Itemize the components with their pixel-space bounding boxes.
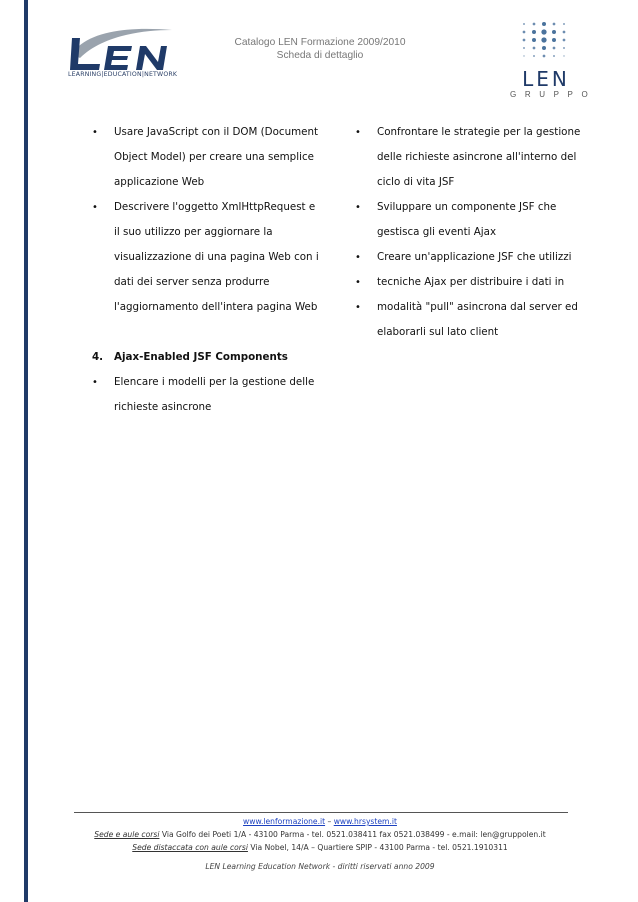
len-gruppo-logo bbox=[506, 18, 586, 100]
footer-separator: – bbox=[325, 817, 334, 826]
line-text: l'aggiornamento dell'intera pagina Web bbox=[114, 301, 318, 313]
logo-dot bbox=[533, 55, 535, 57]
logo-dot bbox=[563, 55, 564, 56]
line-text: visualizzazione di una pagina Web con i bbox=[114, 251, 319, 263]
left_column-line bbox=[92, 120, 322, 145]
logo-tagline: LEARNING|EDUCATION|NETWORK bbox=[68, 71, 178, 78]
left_column-line bbox=[92, 195, 322, 220]
line-text: Object Model) per creare una semplice bbox=[114, 151, 314, 163]
line-text: Usare JavaScript con il DOM (Document bbox=[114, 126, 319, 138]
footer-sede-text: Via Golfo dei Poeti 1/A - 43100 Parma - tel. 0521.038411 fax 0521.038499 - e.mail: len@gruppolen.it bbox=[159, 830, 546, 839]
footer-distaccata-text: Via Nobel, 14/A – Quartiere SPIP - 43100 Parma - tel. 0521.1910311 bbox=[247, 843, 508, 852]
footer-distaccata-label: Sede distaccata con aule corsi bbox=[132, 843, 248, 852]
line-text: modalità "pull" asincrona dal server ed bbox=[377, 301, 578, 313]
logo-dot bbox=[553, 47, 556, 50]
logo-dot bbox=[523, 39, 526, 42]
left_column-line bbox=[92, 220, 322, 245]
bullet-icon: • bbox=[92, 377, 98, 388]
left_column-line bbox=[92, 245, 322, 270]
left_column-line bbox=[92, 395, 322, 420]
bullet-icon: • bbox=[355, 302, 361, 313]
line-text: delle richieste asincrone all'interno del bbox=[377, 151, 577, 163]
footer-link-hrsystem[interactable]: www.hrsystem.it bbox=[333, 817, 397, 826]
logo-dot bbox=[523, 47, 525, 49]
logo-dot bbox=[553, 55, 555, 57]
header-subtitle-line: Scheda di dettaglio bbox=[276, 49, 364, 61]
line-text: Confrontare le strategie per la gestione bbox=[377, 126, 581, 138]
footer-divider bbox=[74, 812, 568, 813]
page-left-border bbox=[24, 0, 28, 902]
footer-sede-label: Sede e aule corsi bbox=[94, 830, 160, 839]
bullet-icon: • bbox=[355, 252, 361, 263]
section-heading: Ajax-Enabled JSF Components bbox=[114, 351, 288, 363]
logo-len-text: LEN bbox=[522, 67, 570, 90]
left_column-line bbox=[92, 345, 322, 370]
bullet-icon: • bbox=[92, 202, 98, 213]
right_column-line bbox=[355, 295, 595, 320]
logo-dot bbox=[563, 31, 566, 34]
logo-dot bbox=[552, 38, 556, 42]
left_column-line bbox=[92, 145, 322, 170]
right-column bbox=[355, 120, 595, 345]
bullet-icon: • bbox=[355, 127, 361, 138]
line-text: Sviluppare un componente JSF che bbox=[377, 201, 557, 213]
logo-dot bbox=[552, 30, 556, 34]
line-text: ciclo di vita JSF bbox=[377, 176, 455, 188]
logo-dot bbox=[523, 23, 525, 25]
left-column bbox=[92, 120, 322, 420]
logo-dot bbox=[523, 55, 524, 56]
gruppo-label: GRUPPO bbox=[510, 90, 597, 99]
header-catalog-line: Catalogo LEN Formazione 2009/2010 bbox=[234, 37, 406, 48]
footer-link-lenformazione[interactable]: www.lenformazione.it bbox=[243, 817, 326, 826]
logo-dot bbox=[543, 55, 546, 58]
bullet-icon: • bbox=[355, 277, 361, 288]
footer-copyright: LEN Learning Education Network - diritti riservati anno 2009 bbox=[205, 862, 435, 871]
left_column-line bbox=[92, 370, 322, 395]
line-text: Creare un'applicazione JSF che utilizzi bbox=[377, 251, 572, 263]
line-text: dati dei server senza produrre bbox=[114, 276, 270, 288]
right_column-line bbox=[355, 170, 595, 195]
right_column-line bbox=[355, 270, 595, 295]
logo-dot bbox=[542, 22, 546, 26]
right_column-line bbox=[355, 245, 595, 270]
logo-dot bbox=[563, 23, 565, 25]
logo-dot bbox=[541, 37, 546, 42]
left_column-line bbox=[92, 170, 322, 195]
logo-dot bbox=[533, 47, 536, 50]
logo-dot bbox=[553, 23, 556, 26]
right_column-line bbox=[355, 220, 595, 245]
logo-dot bbox=[563, 47, 565, 49]
left_column-line bbox=[92, 270, 322, 295]
bullet-icon: • bbox=[355, 202, 361, 213]
line-text: elaborarli sul lato client bbox=[377, 326, 499, 338]
left_column-line bbox=[92, 295, 322, 320]
line-text: gestisca gli eventi Ajax bbox=[377, 226, 497, 238]
header-title bbox=[200, 37, 440, 62]
right_column-line bbox=[355, 120, 595, 145]
logo-dot bbox=[542, 46, 546, 50]
left_column-line bbox=[92, 320, 322, 345]
logo-dot bbox=[523, 31, 526, 34]
right_column-line bbox=[355, 195, 595, 220]
footer-sede-distaccata bbox=[40, 843, 600, 852]
footer-sede bbox=[40, 830, 600, 839]
right_column-line bbox=[355, 145, 595, 170]
logo-dot bbox=[532, 38, 536, 42]
line-text: Elencare i modelli per la gestione delle bbox=[114, 376, 315, 388]
right_column-line bbox=[355, 320, 595, 345]
logo-dot bbox=[563, 39, 566, 42]
logo-dot bbox=[533, 23, 536, 26]
line-text: richieste asincrone bbox=[114, 401, 212, 413]
line-text: applicazione Web bbox=[114, 176, 205, 188]
line-text: tecniche Ajax per distribuire i dati in bbox=[377, 276, 565, 288]
logo-dot bbox=[541, 29, 546, 34]
line-text: il suo utilizzo per aggiornare la bbox=[114, 226, 273, 238]
bullet-icon: • bbox=[92, 127, 98, 138]
section-number: 4. bbox=[92, 351, 104, 363]
logo-dot bbox=[532, 30, 536, 34]
footer-links bbox=[40, 817, 600, 826]
line-text: Descrivere l'oggetto XmlHttpRequest e bbox=[114, 201, 316, 213]
